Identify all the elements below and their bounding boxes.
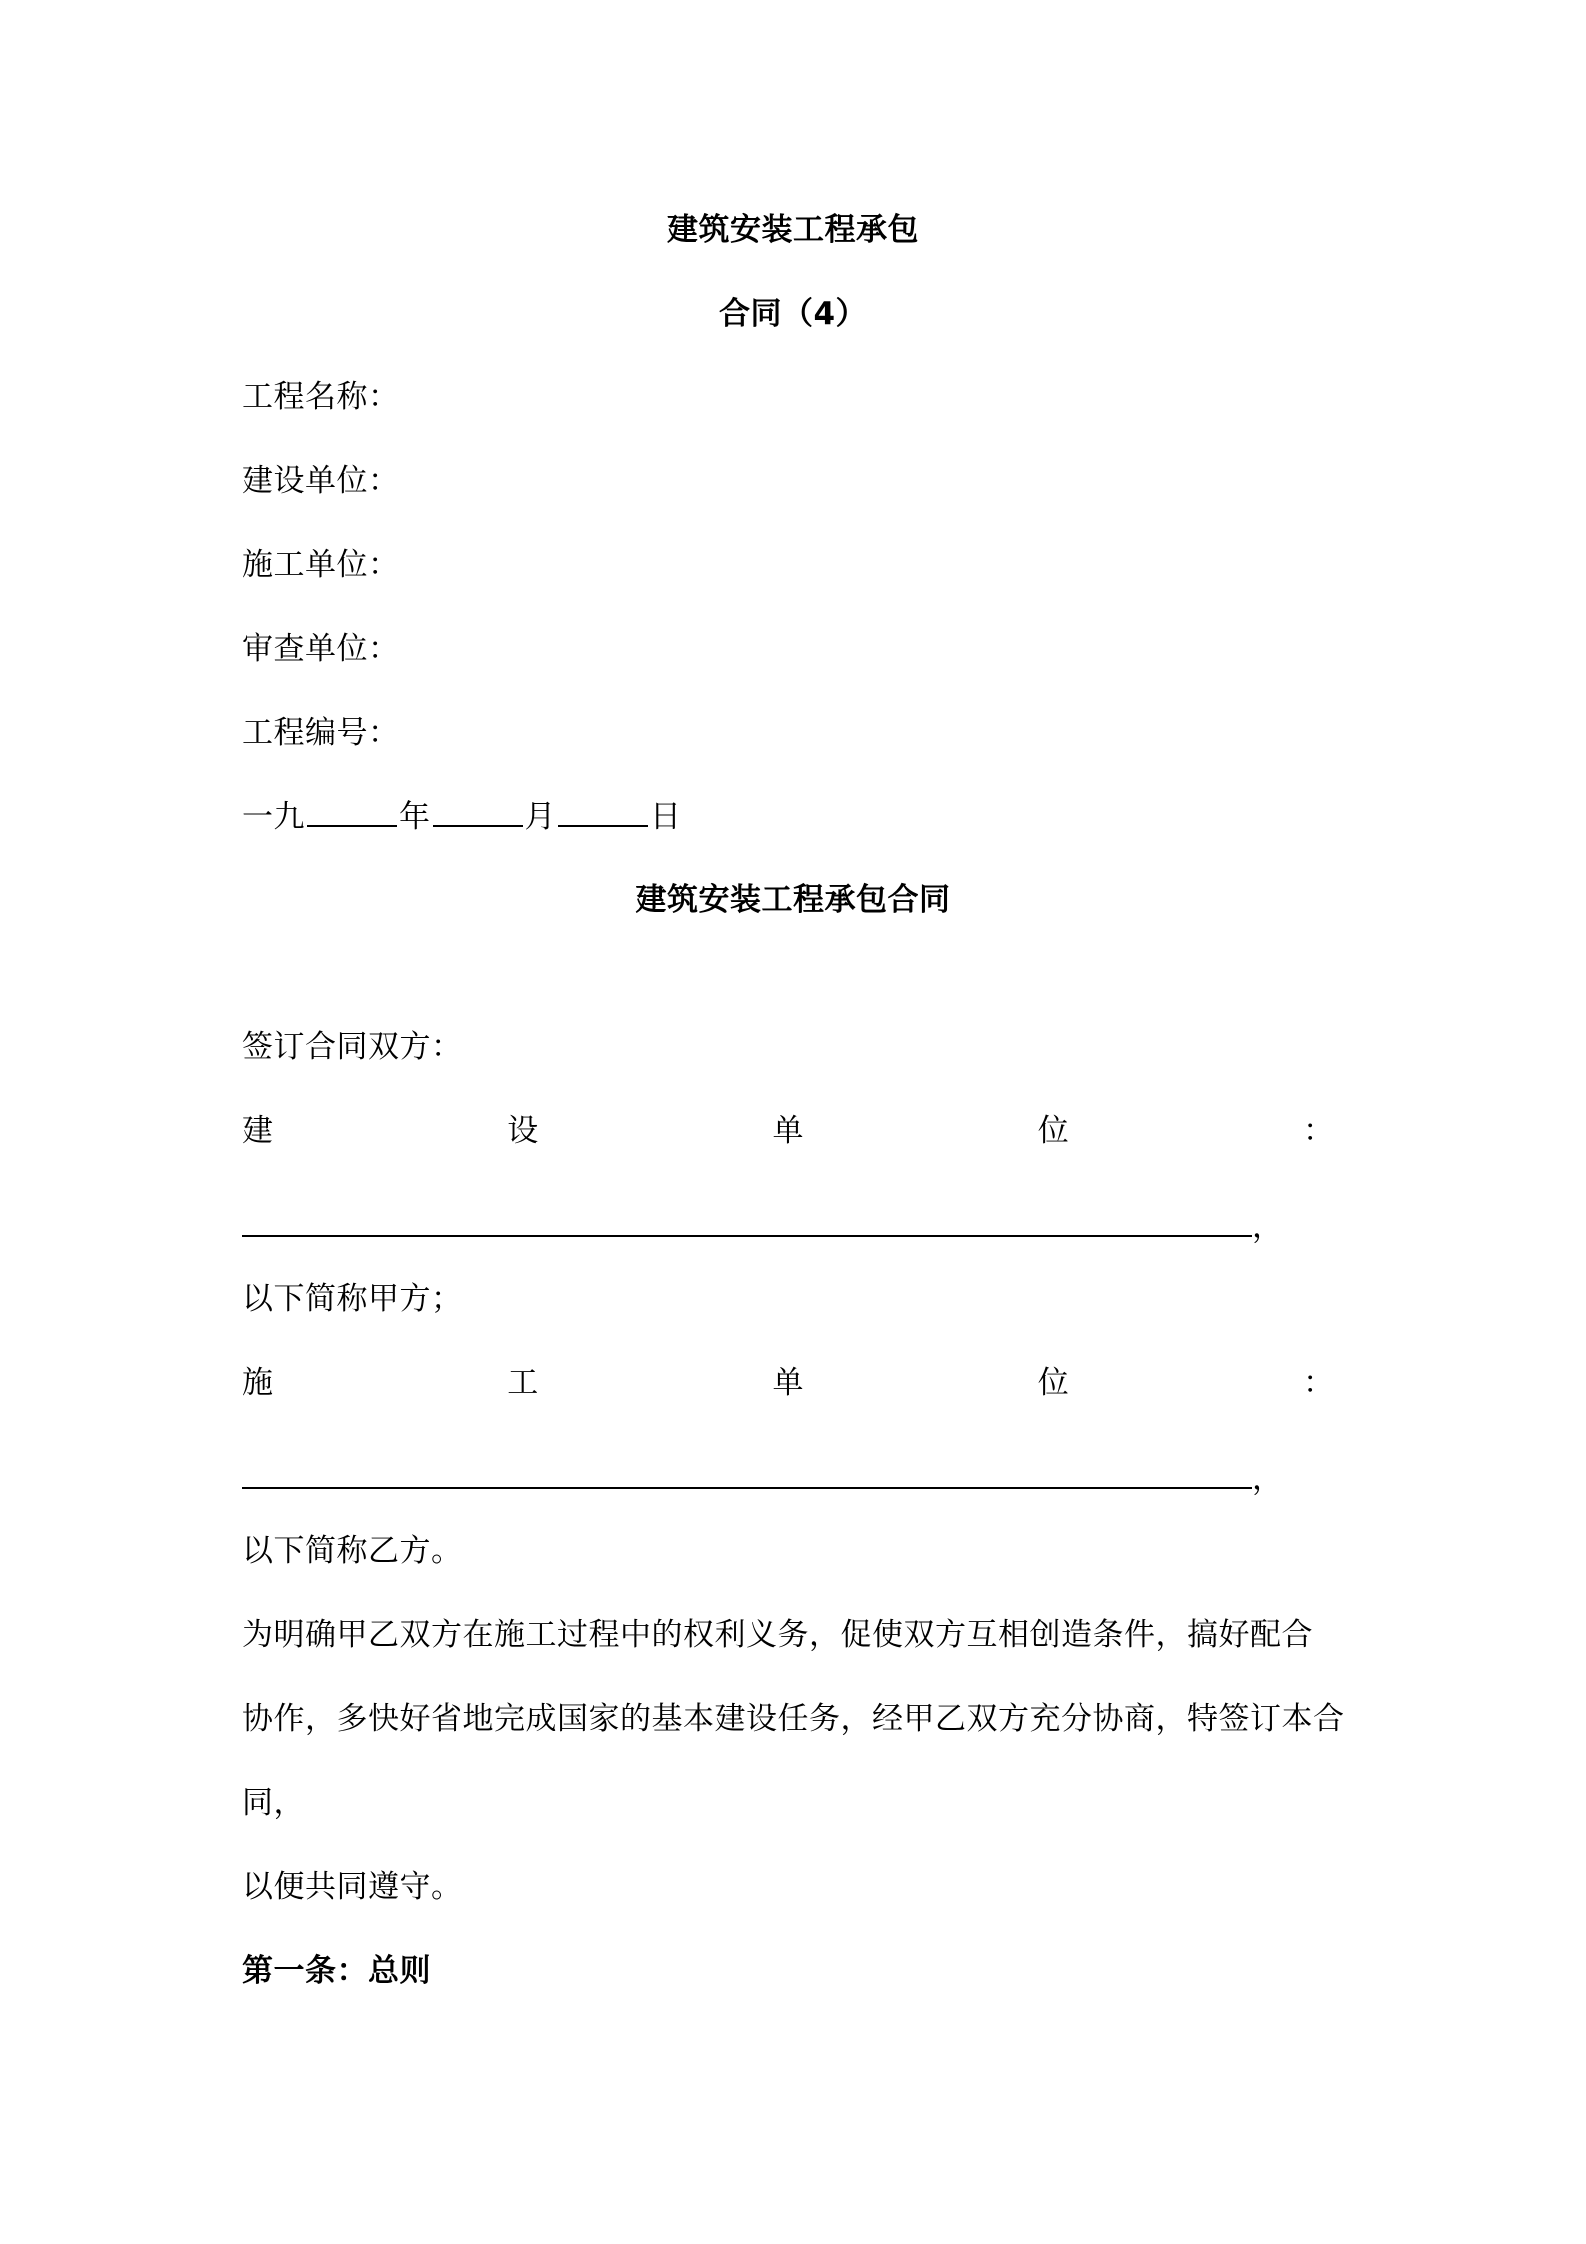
purpose-paragraph-line3: 同， — [242, 1785, 305, 1821]
purpose-paragraph-line1: 为明确甲乙双方在施工过程中的权利义务，促使双方互相创造条件，搞好配合 — [242, 1617, 1313, 1653]
doc-title-line1: 建筑安装工程承包 — [667, 212, 919, 248]
party-b-label — [242, 1363, 1334, 1403]
party-b-char: 工 — [507, 1365, 539, 1401]
party-a-char: 单 — [772, 1113, 804, 1149]
party-a-blank — [242, 1205, 1252, 1237]
contract-title: 建筑安装工程承包合同 — [635, 882, 951, 918]
party-b-char: 单 — [772, 1365, 804, 1401]
purpose-paragraph-line2: 协作，多快好省地完成国家的基本建设任务，经甲乙双方充分协商，特签订本合 — [242, 1701, 1345, 1737]
date-day-label: 日 — [650, 799, 682, 835]
party-b-trailing: ， — [1252, 1461, 1283, 1497]
party-a-char: 设 — [507, 1113, 539, 1149]
cover-field-builder: 建设单位： — [242, 463, 400, 499]
cover-field-project-number: 工程编号： — [242, 715, 400, 751]
party-a-trailing: ， — [1252, 1209, 1283, 1245]
month-blank — [433, 797, 523, 827]
article1-heading: 第一条：总则 — [242, 1953, 431, 1989]
cover-field-reviewer: 审查单位： — [242, 631, 400, 667]
parties-intro: 签订合同双方： — [242, 1029, 463, 1065]
party-b-alias: 以下简称乙方。 — [242, 1533, 463, 1569]
doc-title-line2: 合同（4） — [718, 296, 868, 332]
party-a-alias: 以下简称甲方； — [242, 1281, 463, 1317]
party-b-blank — [242, 1457, 1252, 1489]
cover-field-contractor: 施工单位： — [242, 547, 400, 583]
cover-field-project-name: 工程名称： — [242, 379, 400, 415]
date-month-label: 月 — [524, 799, 556, 835]
date-prefix: 一九 — [242, 799, 305, 835]
party-a-fill-line — [242, 1205, 1283, 1247]
year-blank — [307, 797, 397, 827]
party-a-char: 建 — [242, 1113, 273, 1149]
party-b-char: 位 — [1037, 1365, 1069, 1401]
party-a-char: 位 — [1037, 1113, 1069, 1149]
party-b-fill-line — [242, 1457, 1283, 1499]
party-b-char: 施 — [242, 1365, 273, 1401]
purpose-paragraph-line4: 以便共同遵守。 — [242, 1869, 463, 1905]
date-line — [242, 797, 682, 837]
date-year-label: 年 — [399, 799, 431, 835]
day-blank — [558, 797, 648, 827]
party-a-char: ： — [1303, 1113, 1334, 1149]
party-a-label — [242, 1111, 1334, 1151]
party-b-char: ： — [1303, 1365, 1334, 1401]
